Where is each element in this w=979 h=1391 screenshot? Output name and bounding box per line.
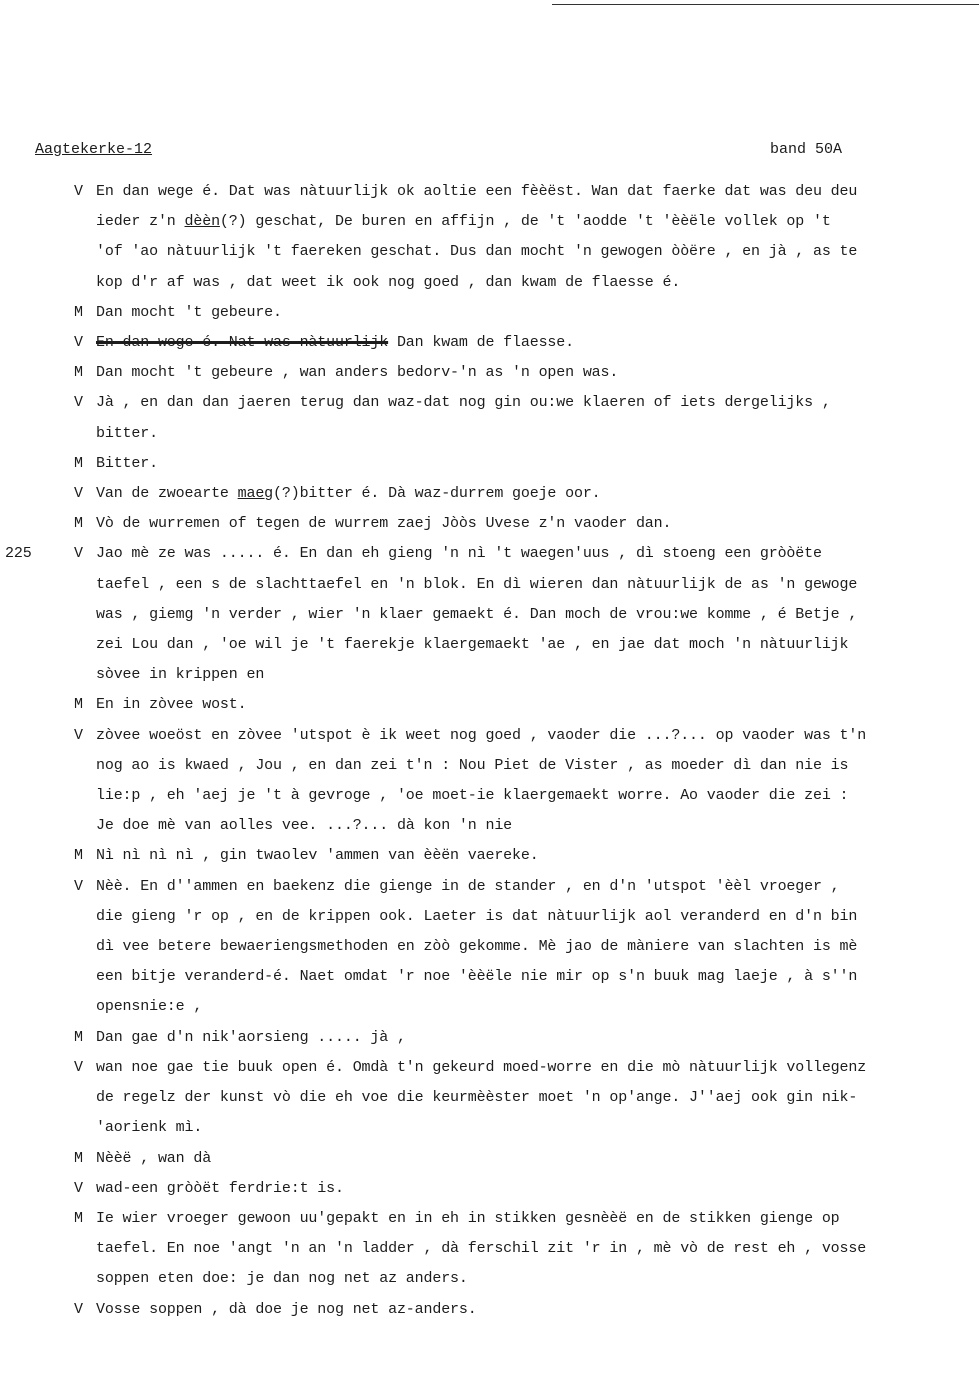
- transcript-turn: [74, 841, 974, 871]
- speaker-label: V: [74, 394, 83, 412]
- text-run: Jà , en dan dan jaeren terug dan waz-dat nog gin ou:we klaeren of iets dergelijks , bitter.: [96, 394, 831, 442]
- text-run: (?)bitter é. Dà waz-durrem goeje oor.: [273, 485, 601, 503]
- struck-out-text: En dan wege é. Nat was nàtuurlijk: [96, 334, 389, 352]
- transcript-turn: [74, 690, 974, 720]
- transcript-turn: [74, 872, 974, 1023]
- transcript-turn: [74, 1295, 974, 1325]
- transcript-turn: [74, 358, 974, 388]
- utterance-text: [96, 878, 857, 1016]
- speaker-label: V: [74, 183, 83, 200]
- text-run: Nì nì nì nì , gin twaolev 'ammen van èèën vaereke.: [96, 847, 539, 865]
- transcript-turn: [5, 539, 974, 690]
- text-run: Vò de wurremen of tegen de wurrem zaej Jòòs Uvese z'n vaoder dan.: [96, 515, 672, 533]
- speaker-label: M: [74, 1149, 83, 1167]
- utterance-text: [96, 515, 671, 532]
- transcript-turn: [74, 328, 974, 358]
- utterance-text: [96, 304, 282, 321]
- text-run: Dan mocht 't gebeure.: [96, 303, 282, 321]
- text-run: Vosse soppen , dà doe je nog net az-anders.: [96, 1300, 477, 1318]
- speaker-label: V: [74, 1179, 83, 1197]
- underlined-word: maeg: [237, 485, 274, 503]
- text-run: wan noe gae tie buuk open é. Omdà t'n gekeurd moed-worre en die mò nàtuurlijk vollegenz de regelz der kunst vò die eh voe die keurmèèster moet 'n op'ange. J''aej ook gin nik- 'aorienk mì.: [96, 1058, 867, 1137]
- text-run: Dan kwam de flaesse.: [388, 334, 574, 352]
- speaker-label: M: [74, 364, 83, 382]
- text-run: En dan wege é. Dat was nàtuurlijk ok aoltie een fèèëst. Wan dat faerke dat was deu deu ieder z'n: [96, 183, 858, 231]
- page-header: [35, 139, 842, 161]
- transcript-turn: [74, 1144, 974, 1174]
- transcript-turn: [74, 177, 974, 298]
- transcript-turn: [74, 1174, 974, 1204]
- utterance-text: [96, 1029, 406, 1046]
- speaker-label: V: [74, 877, 83, 895]
- transcript-turn: [74, 721, 974, 842]
- text-run: Nèèë , wan dà: [96, 1149, 212, 1167]
- text-run: Bitter.: [96, 454, 158, 472]
- speaker-label: M: [74, 515, 83, 533]
- text-run: Dan mocht 't gebeure , wan anders bedorv-'n as 'n open was.: [96, 364, 619, 382]
- speaker-label: V: [74, 726, 83, 744]
- speaker-label: V: [74, 485, 83, 503]
- utterance-text: [96, 364, 618, 381]
- utterance-text: [96, 1180, 344, 1197]
- utterance-text: [96, 485, 601, 502]
- text-run: wad-een gròòët ferdrie:t is.: [96, 1179, 344, 1197]
- transcript-turn: [74, 1023, 974, 1053]
- speaker-label: M: [74, 454, 83, 472]
- utterance-text: [96, 183, 857, 291]
- utterance-text: [96, 1150, 211, 1167]
- text-run: zòvee woeöst en zòvee 'utspot è ik weet nog goed , vaoder die ...?... op vaoder was t'n nog ao is kwaed , Jou , en dan zei t'n : Nou Piet de Vister , as moeder dì dan nie is lie:p , eh 'aej je 't à gevroge , 'oe moet-ie klaergemaekt worre. Ao vaoder die zei : Je doe mè van aolles vee. ...?... dà kon 'n nie: [96, 726, 867, 835]
- utterance-text: [96, 545, 857, 683]
- transcript-turn: [74, 479, 974, 509]
- transcript-turn: [74, 1053, 974, 1144]
- text-run: (?) geschat, De buren en affijn , de 't 'aodde 't 'èèële vollek op 't 'of 'ao nàtuurlijk 't faereken geschat. Dus dan mocht 'n gewogen òòëre , en jà , as te kop d'r af was , dat weet ik ook nog goed , dan kwam de flaesse é.: [96, 213, 858, 291]
- tape-label: band 50A: [769, 141, 842, 158]
- utterance-text: [96, 847, 539, 864]
- speaker-label: V: [74, 1300, 83, 1318]
- underlined-word: dèèn: [184, 213, 220, 231]
- transcript-turn: [74, 388, 974, 448]
- utterance-text: [96, 696, 246, 713]
- transcript-turn: [74, 509, 974, 539]
- text-run: Jao mè ze was ..... é. En dan eh gieng 'n nì 't waegen'uus , dì stoeng een gròòëte taefel , een s de slachttaefel en 'n blok. En dì wieren dan nàtuurlijk de as 'n gewoge was , giemg 'n verder , wier 'n klaer gemaekt é. Dan moch de vrou:we komme , é Betje , zei Lou dan , 'oe wil je 't faerekje klaergemaekt 'ae , en jae dat moch 'n nàtuurlijk sòvee in krippen en: [96, 545, 858, 684]
- text-run: Van de zwoearte: [96, 485, 238, 503]
- transcript-turn: [74, 1204, 974, 1295]
- speaker-label: M: [74, 1209, 83, 1227]
- utterance-text: [96, 1210, 866, 1287]
- transcript-turn: [74, 298, 974, 328]
- speaker-label: V: [74, 545, 83, 563]
- transcript: [5, 177, 974, 1325]
- speaker-label: M: [74, 303, 83, 321]
- text-run: En in zòvee wost.: [96, 696, 247, 714]
- utterance-text: [96, 727, 866, 835]
- transcript-turn: [74, 449, 974, 479]
- utterance-text: [96, 334, 574, 351]
- speaker-label: M: [74, 847, 83, 865]
- speaker-label: M: [74, 1028, 83, 1046]
- speaker-label: V: [74, 334, 83, 352]
- margin-counter: 225: [5, 545, 32, 563]
- speaker-label: M: [74, 696, 83, 714]
- top-rule: [552, 4, 979, 5]
- utterance-text: [96, 394, 831, 441]
- utterance-text: [96, 455, 158, 472]
- utterance-text: [96, 1059, 866, 1136]
- text-run: Nèè. En d''ammen en baekenz die gienge in de stander , en d'n 'utspot 'èèl vroeger , die gieng 'r op , en de krippen ook. Laeter is dat nàtuurlijk aol veranderd en d'n bin dì vee betere bewaeriengsmethoden en zòò gekomme. Mè jao de màniere van slachten is mè een bitje veranderd-é. Naet omdat 'r noe 'èèële nie mir op s'n buuk mag laeje , à s''n opensnie:e ,: [96, 877, 858, 1016]
- document-title: Aagtekerke-12: [35, 141, 153, 158]
- speaker-label: V: [74, 1058, 83, 1076]
- utterance-text: [96, 1301, 477, 1318]
- text-run: Ie wier vroeger gewoon uu'gepakt en in eh in stikken gesnèèë en de stikken gienge op taefel. En noe 'angt 'n an 'n ladder , dà ferschil zit 'r in , mè vò de rest eh , vosse soppen eten doe: je dan nog net az anders.: [96, 1209, 867, 1288]
- text-run: Dan gae d'n nik'aorsieng ..... jà ,: [96, 1028, 406, 1046]
